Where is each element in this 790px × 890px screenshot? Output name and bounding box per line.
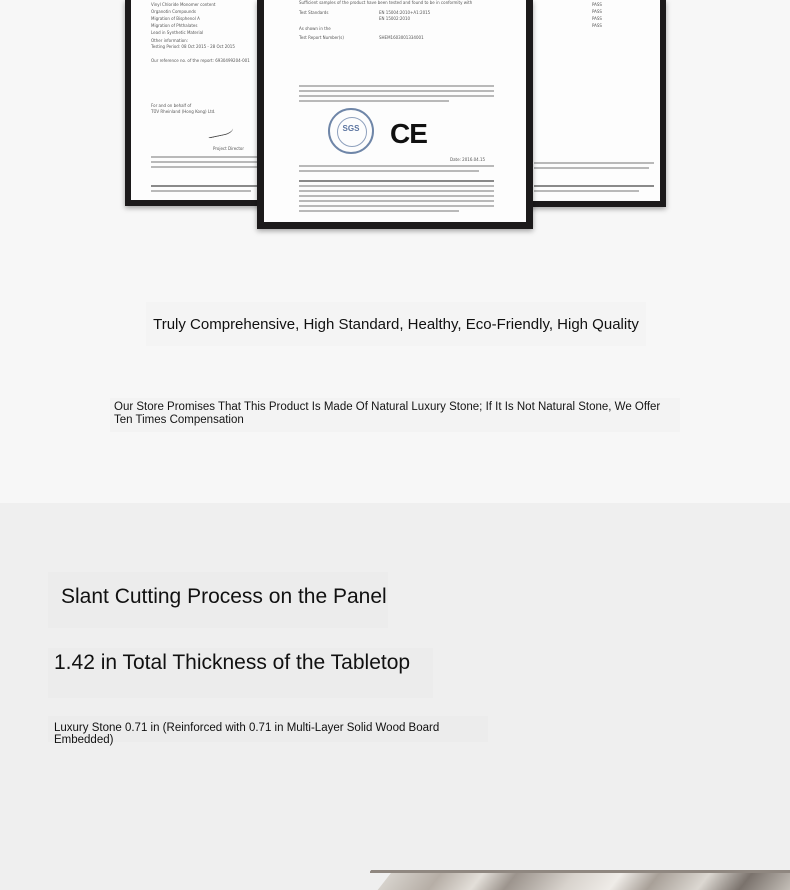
text-line	[151, 185, 267, 187]
cert-text: SHEM1603001334001	[379, 35, 424, 40]
certificate-right	[516, 0, 666, 207]
cert-text: EN 15002:2010	[379, 16, 411, 21]
cert-text: PASS	[592, 23, 602, 28]
cert-text: Vinyl Chloride Monomer content	[151, 2, 216, 7]
panel-cutting-section	[0, 503, 790, 890]
text-line	[151, 190, 251, 192]
sgs-seal-icon	[328, 108, 374, 154]
text-line	[299, 185, 494, 187]
text-line	[299, 165, 494, 167]
stone-slab-edge	[370, 870, 790, 873]
cert-text: Other information:	[151, 38, 189, 43]
cert-text: Testing Period: 08 Oct 2015 - 28 Oct 2015	[151, 44, 235, 49]
text-line	[299, 180, 494, 182]
certificate-left-sheet	[131, 0, 267, 200]
text-line	[534, 162, 654, 164]
text-line	[299, 190, 494, 192]
ce-mark-icon: CE	[390, 118, 427, 149]
section-title: Slant Cutting Process on the Panel	[48, 572, 388, 628]
cert-text: Organotin Compounds	[151, 9, 196, 14]
text-line	[299, 85, 494, 87]
quality-tagline: Truly Comprehensive, High Standard, Healthy, Eco-Friendly, High Quality	[146, 302, 646, 346]
text-line	[299, 100, 449, 102]
text-line	[534, 185, 654, 187]
cert-text: Migration of Bisphenol A	[151, 16, 200, 21]
text-line	[534, 167, 649, 169]
text-line	[299, 95, 494, 97]
text-line	[299, 170, 479, 172]
certificate-right-sheet	[522, 0, 660, 201]
cert-text: PASS	[592, 9, 602, 14]
text-line	[299, 200, 494, 202]
cert-text: For and on behalf of	[151, 103, 192, 108]
signature-mark	[206, 119, 234, 138]
cert-text: PASS	[592, 16, 602, 21]
cert-text: Lead in Synthetic Material	[151, 30, 204, 35]
cert-text: PASS	[592, 2, 602, 7]
certificate-left	[125, 0, 273, 206]
stone-tabletop-image	[370, 870, 790, 890]
cert-text: Test Report Number(s)	[299, 35, 344, 40]
text-line	[534, 190, 639, 192]
text-line	[151, 161, 267, 163]
text-line	[299, 210, 459, 212]
cert-text: Date: 2016.04.15	[450, 157, 486, 162]
stone-slab-surface	[370, 872, 790, 890]
seal-label: SGS	[342, 124, 360, 133]
text-line	[151, 166, 261, 168]
cert-text: Migration of Phthalates	[151, 23, 198, 28]
text-line	[299, 205, 494, 207]
cert-text: Test Standards	[299, 10, 329, 15]
thickness-heading: 1.42 in Total Thickness of the Tabletop	[48, 648, 433, 698]
cert-text: EN 15004:2010+A1:2015	[379, 10, 431, 15]
store-promise-text: Our Store Promises That This Product Is Made Of Natural Luxury Stone; If It Is Not Natural Stone, We Offer Ten Times Compensation	[110, 398, 680, 432]
cert-text: Project Director	[213, 146, 245, 151]
certificate-center	[257, 0, 533, 229]
cert-text: Our reference no. of the report: 6930499204-001	[151, 58, 250, 63]
text-line	[299, 195, 494, 197]
certificate-center-sheet	[264, 0, 526, 222]
material-detail-text: Luxury Stone 0.71 in (Reinforced with 0.71 in Multi-Layer Solid Wood Board Embedded)	[48, 716, 488, 742]
cert-text: Sufficient samples of the product have been tested and found to be in conformity with	[299, 0, 473, 5]
text-line	[299, 90, 494, 92]
cert-text: As shown in the	[299, 26, 331, 31]
cert-text: TÜV Rheinland (Hong Kong) Ltd.	[151, 109, 216, 114]
text-line	[151, 156, 267, 158]
